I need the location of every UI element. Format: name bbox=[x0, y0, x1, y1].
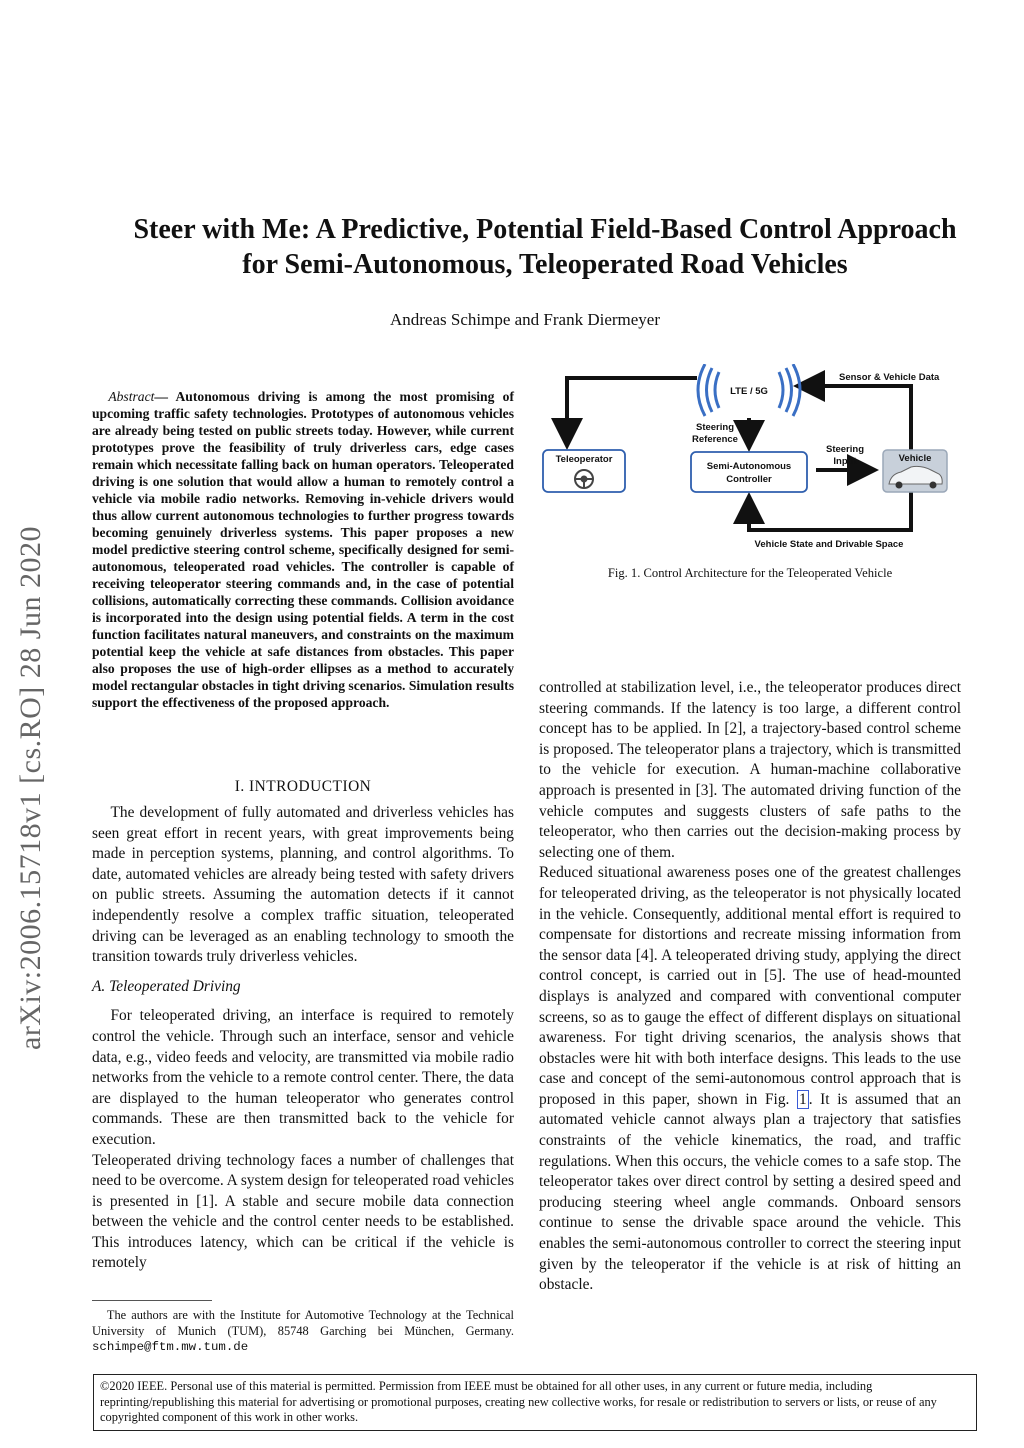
label-controller-2: Controller bbox=[726, 474, 772, 485]
abstract bbox=[92, 388, 514, 711]
footnote-text: The authors are with the Institute for Automotive Technology at the Technical University of Munich (TUM), 85748 Garching bei München, Germany. bbox=[92, 1308, 514, 1338]
section-heading: I. INTRODUCTION bbox=[234, 778, 372, 795]
arrow-vehicle-state bbox=[749, 492, 911, 530]
footnote-rule bbox=[92, 1300, 212, 1301]
title-line-2: for Semi-Autonomous, Teleoperated Road Vehicles bbox=[242, 249, 848, 280]
right-paragraph-2 bbox=[539, 863, 961, 1295]
paper-title bbox=[80, 212, 1010, 282]
footnote bbox=[92, 1308, 514, 1356]
intro-paragraph-2: For teleoperated driving, an interface is required to remotely control the vehicle. Through such an interface, sensor and vehicle data, e.g., video feeds and velocity, are transmitted via mobile radio networks from the vehicle to a remote control center. There, the data are displayed to the human teleoperator who generates control commands. These are then transmitted back to the vehicle for execution. bbox=[92, 1007, 514, 1148]
right-paragraph-2-cont: . It is assumed that an automated vehicle cannot always plan a trajectory that satisfies constraints of the vehicle kinematics, the road, and traffic regulations. When this occurs, the vehicle comes to a safe stop. The teleoperator takes over direct control by setting a desired speed and producing steering wheel angle commands. Onboard sensors continue to sense the drivable space around the vehicle. This enables the semi-autonomous controller to correct the steering input given by the teleoperator if the vehicle is at risk of hitting an obstacle. bbox=[539, 1090, 961, 1294]
label-vehicle: Vehicle bbox=[898, 453, 932, 464]
right-column-body bbox=[539, 678, 961, 1296]
footnote-email[interactable]: schimpe@ftm.mw.tum.de bbox=[92, 1340, 249, 1355]
authors: Andreas Schimpe and Frank Diermeyer bbox=[389, 310, 661, 329]
label-controller-1: Semi-Autonomous bbox=[706, 461, 792, 472]
title-line-1: Steer with Me: A Predictive, Potential Field-Based Control Approach bbox=[133, 214, 957, 245]
label-steering-input-1: Steering bbox=[825, 444, 865, 455]
controller-box bbox=[691, 452, 807, 492]
right-paragraph-1: controlled at stabilization level, i.e., the teleoperator produces direct steering commands. If the latency is too large, a different control concept has to be applied. In [2], a trajectory-based control scheme is proposed. The teleoperator plans a trajectory, which is transmitted to the vehicle for execution. A human-machine collaborative approach is presented in [3]. The automated driving function of the vehicle computes and suggests clusters of safe paths to the teleoperator, who then carries out the decision-making process by selecting one of them. bbox=[539, 679, 961, 861]
arrow-to-teleoperator bbox=[567, 378, 697, 442]
arxiv-stamp: arXiv:2006.15718v1 [cs.RO] 28 Jun 2020 bbox=[14, 526, 47, 1050]
copyright-notice: ©2020 IEEE. Personal use of this material is permitted. Permission from IEEE must be obtained for all other uses, in any current or future media, including reprinting/republishing this material for advertising or promotional purposes, creating new collective works, for resale or redistribution to servers or lists, or reuse of any copyrighted component of this work in other works. bbox=[93, 1374, 977, 1431]
abstract-label: Abstract bbox=[108, 389, 155, 404]
label-sensor-data: Sensor & Vehicle Data bbox=[839, 372, 940, 383]
intro-paragraph-3: Teleoperated driving technology faces a number of challenges that need to be overcome. A system design for teleoperated road vehicles is presented in [1]. A stable and secure mobile data connection between the vehicle and the control center needs to be established. This introduces latency, which can be critical if the vehicle is remotely bbox=[92, 1151, 514, 1272]
label-steering-ref-1: Steering bbox=[695, 422, 735, 433]
abstract-text: — Autonomous driving is among the most promising of upcoming traffic safety technologies. Prototypes of autonomous vehicles are already being tested on public streets today. However, while current prototypes prove the feasibility of truly driverless cars, edge cases remain which necessitate falling back on human operators. Teleoperated driving is one solution that would allow a human to remotely control a vehicle via mobile radio networks. Removing in-vehicle drivers would thus allow current autonomous technologies to further progress towards becoming genuinely driverless systems. This paper proposes a new model predictive steering control scheme, specifically designed for semi-autonomous, teleoperated road vehicles. The controller is capable of receiving teleoperator steering commands and, in the case of potential collisions, automatically correcting these commands. Collision avoidance is incorporated into the design using potential fields. A term in the cost function facilitates natural maneuvers, and constraints on the maximum potential keep the vehicle at safe distances from obstacles. This paper also proposes the use of high-order ellipses as a method to accurately model rectangular obstacles in tight driving scenarios. Simulation results support the effectiveness of the proposed approach. bbox=[92, 389, 514, 710]
control-architecture-figure bbox=[539, 364, 969, 554]
section-body bbox=[92, 803, 514, 1274]
figure-caption: Fig. 1. Control Architecture for the Teleoperated Vehicle bbox=[607, 566, 893, 580]
label-teleoperator: Teleoperator bbox=[555, 454, 613, 465]
label-steering-input-2: Input bbox=[833, 456, 857, 467]
intro-paragraph-1: The development of fully automated and driverless vehicles has seen great effort in recent years, with great improvements being made in perception systems, planning, and control algorithms. To date, automated vehicles are already being tested with safety drivers on public streets. Assuming the automation detects if it cannot independently resolve a complex traffic situation, teleoperated driving can be leveraged as an enabling technology to smooth the transition towards truly driverless vehicles. bbox=[92, 804, 514, 966]
label-vehicle-state: Vehicle State and Drivable Space bbox=[754, 539, 904, 550]
label-network: LTE / 5G bbox=[730, 386, 768, 397]
subsection-heading: A. Teleoperated Driving bbox=[92, 977, 241, 995]
arrow-sensor-data bbox=[801, 386, 911, 452]
figure-reference-link[interactable]: 1 bbox=[799, 1090, 807, 1108]
label-steering-ref-2: Reference bbox=[692, 434, 738, 445]
right-paragraph-2-text: Reduced situational awareness poses one of the greatest challenges for teleoperated driving, as the teleoperator is not physically located in the vehicle. Consequently, additional mental effort is required to compensate for distortions and recreate missing information from the sensor data [4]. A teleoperated driving study, applying the direct control concept, is carried out in [5]. The use of head-mounted displays is analyzed and compared with conventional computer screens, so as to gauge the effect of different displays on situational awareness. For tight driving scenarios, the analysis shows that obstacles were hit with both interface designs. This leads to the use case and concept of the semi-autonomous control approach that is proposed in this paper, shown in Fig. bbox=[539, 864, 961, 1108]
